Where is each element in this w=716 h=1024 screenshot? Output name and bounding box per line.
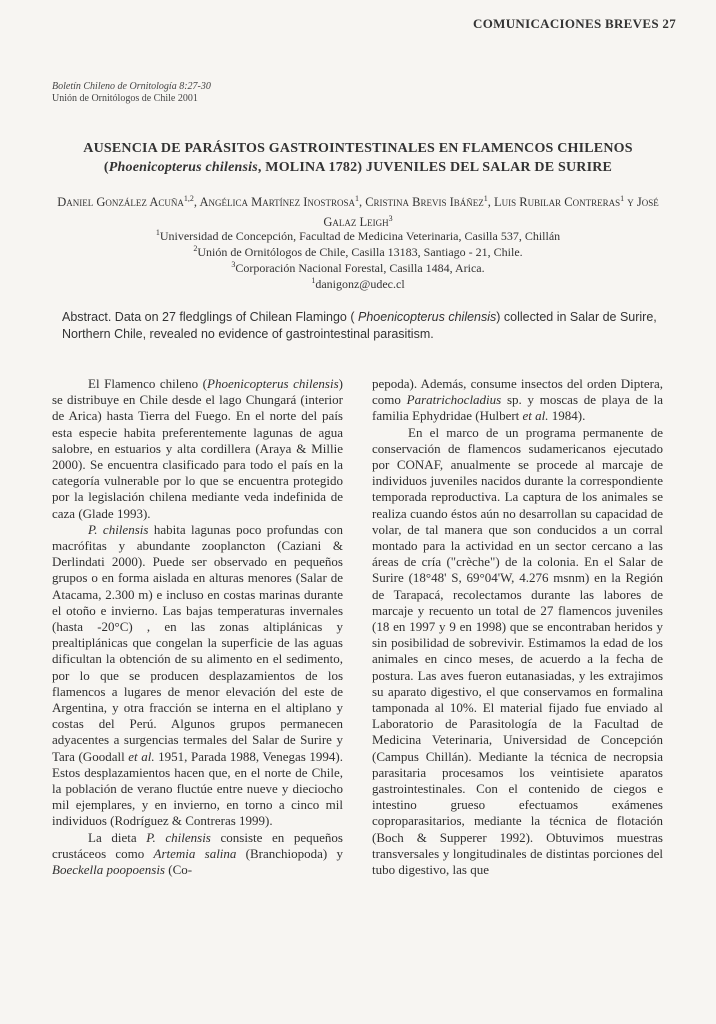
affiliations bbox=[40, 228, 676, 292]
abstract-text-1: Abstract. Data on 27 fledglings of Chilean Flamingo ( bbox=[62, 310, 358, 324]
text-run: El Flamenco chileno ( bbox=[88, 376, 208, 391]
affiliation-2 bbox=[40, 244, 676, 260]
author-4: Luis Rubilar Contreras bbox=[494, 195, 621, 209]
journal-line-2: Unión de Ornitólogos de Chile 2001 bbox=[52, 93, 198, 104]
text-run: habita lagunas poco profundas con macrófitas y abundante zooplancton (Caziani & Derlindati 2000). Puede ser observado en pequeños grupos o en forma aislada en alturas menores (Salar de Atacama, 2.300 m) e incluso en costas marinas durante el otoño e invierno. Las bajas temperaturas invernales (hasta -20°C) , en las zonas altiplánicas y prealtiplánicas que congelan la superficie de las aguas dificultan la obtención de su alimento en el sedimento, por lo que se producen desplazamientos de los flamencos a lugares de menor elevación del este de Argentina, y otra fracción se interna en el altiplano y costas del Perú. Algunos grupos permanecen adyacentes a surgencias termales del Salar de Surire y Tara (Goodall bbox=[52, 521, 343, 764]
text-run: ) se distribuye en Chile desde el lago Chungará (interior de Arica) hasta Tierra del Fuego. En el norte del país esta especie habita preferentemente lagunas de agua salobre, en estuarios y alta cordillera (Araya & Millie 2000). Se encuentra clasificado para todo el país en la categoría vulnerable por lo que se encuentra protegido por la legislación chilena mediante veda indefinida de caza (Glade 1993). bbox=[52, 376, 343, 521]
author-3: Cristina Brevis Ibáñez bbox=[365, 195, 484, 209]
text-run: consiste en pequeños crustáceos como bbox=[52, 829, 343, 861]
author-3-sup: 1 bbox=[483, 193, 488, 203]
contact-email-text: danigonz@udec.cl bbox=[315, 277, 405, 291]
paragraph: En el marco de un programa permanente de conservación de flamencos sudamericanos ejecutado por CONAF, anualmente se procede al marcaje de individuos juveniles nacidos durante la correspondiente temporada reproductiva. La captura de los animales se realiza cuando éstos aún no desarrollan su capacidad de volar, de tal manera que son conducidos a un corral montado para la actividad en un sector cercano a las áreas de cría ("crèche") de la colonia. En el Salar de Surire (18°48' S, 69°04'W, 4.276 msnm) en la Región de Tarapacá, recolectamos durante las labores de marcaje y recuento un total de 27 flamencos juveniles (18 en 1997 y 9 en 1998) que se encontraban heridos y sin posibilidad de sobrevivir. Estimamos la edad de los animales en cinco meses, de acuerdo a la fecha de postura. Las aves fueron eutanasiadas, y les extrajimos su aparato digestivo, el que conservamos en formalina tamponada al 10%. El material fijado fue enviado al Laboratorio de Parasitología de la Facultad de Medicina Veterinaria, Universidad de Concepción (Campus Chillán). Mediante la técnica de necropsia parasitaria procesamos los veintisiete aparatos gastrointestinales. Con el contenido de ciegos e intestino grueso efectuamos exámenes coproparasitarios, mediante la técnica de flotación (Boch & Supperer 1992). Obtuvimos muestras transversales y longitudinales de distintas porciones del tubo digestivo, las que bbox=[372, 424, 663, 878]
body-column-right bbox=[372, 376, 663, 878]
affiliation-1-sup: 1 bbox=[155, 228, 160, 237]
author-1: Daniel González Acuña bbox=[57, 195, 184, 209]
text-run: sp. y moscas de playa de la familia Ephydridae (Hulbert bbox=[372, 392, 664, 424]
journal-citation bbox=[52, 81, 211, 105]
article-title bbox=[40, 139, 676, 177]
text-run: (Co- bbox=[165, 862, 193, 878]
title-line-2-rest: , MOLINA 1782) JUVENILES DEL SALAR DE SURIRE bbox=[257, 160, 613, 175]
title-line-1: AUSENCIA DE PARÁSITOS GASTROINTESTINALES EN FLAMENCOS CHILENOS bbox=[83, 141, 633, 156]
affiliation-1 bbox=[40, 228, 676, 244]
affiliation-2-sup: 2 bbox=[193, 244, 198, 253]
species-name: P. chilensis bbox=[146, 829, 211, 845]
author-5: José Galaz Leigh bbox=[323, 195, 659, 229]
title-species: Phoenicopterus chilensis bbox=[108, 160, 258, 175]
affiliation-3 bbox=[40, 260, 676, 276]
author-1-sup: 1,2 bbox=[183, 193, 194, 203]
running-head: COMUNICACIONES BREVES 27 bbox=[473, 16, 676, 31]
text-run: 1951, Parada 1988, Venegas 1994). Estos desplazamientos hacen que, en el norte de Chile, la población de verano fluctúe entre nueve y dieciocho mil ejemplares, y en invierno, en torno a cinco mil individuos (Rodríguez & Contreras 1999). bbox=[52, 748, 343, 829]
et-al: et al. bbox=[128, 748, 155, 764]
author-4-sup: 1 bbox=[620, 193, 625, 203]
contact-email-sup: 1 bbox=[311, 276, 316, 285]
text-run: 1984). bbox=[548, 408, 586, 424]
affiliation-3-sup: 3 bbox=[231, 260, 236, 269]
paragraph bbox=[372, 376, 663, 425]
paragraph bbox=[52, 376, 343, 522]
text-run: pepoda). Además, consume insectos del orden Diptera, como bbox=[372, 376, 663, 408]
abstract-text-2: ) collected in Salar de Surire, Northern Chile, revealed no evidence of gastrointestinal parasitism. bbox=[62, 310, 657, 341]
author-2-sup: 1 bbox=[354, 193, 359, 203]
journal-line-1: Boletín Chileno de Ornitología 8:27-30 bbox=[52, 81, 211, 92]
affiliation-2-text: Unión de Ornitólogos de Chile, Casilla 13183, Santiago - 21, Chile. bbox=[197, 245, 523, 259]
author-list: Daniel González Acuña$^{1,2}$, Angélica Martínez Inostrosa$^1$, Cristina Brevis Ibáñez$^1$, Luis Rubilar Contreras$^1$ y José Galaz Leigh$^3$ bbox=[57, 193, 659, 229]
contact-email bbox=[40, 276, 676, 292]
paragraph bbox=[52, 522, 343, 830]
author-2: Angélica Martínez Inostrosa bbox=[199, 195, 355, 209]
title-line-2 bbox=[40, 158, 676, 177]
species-name: Boeckella poopoensis bbox=[52, 862, 165, 878]
paragraph bbox=[52, 830, 343, 879]
body-column-left bbox=[52, 376, 343, 878]
et-al: et al. bbox=[522, 408, 549, 424]
text-run: (Branchiopoda) y bbox=[236, 845, 343, 861]
species-name: Phoenicopterus chilensis bbox=[207, 376, 339, 391]
affiliation-3-text: Corporación Nacional Forestal, Casilla 1484, Arica. bbox=[235, 261, 485, 275]
species-name: Paratrichocladius bbox=[406, 392, 502, 408]
author-conjunction: y bbox=[627, 195, 634, 209]
abstract bbox=[62, 309, 666, 343]
abstract-species: Phoenicopterus chilensis bbox=[358, 310, 497, 324]
affiliation-1-text: Universidad de Concepción, Facultad de Medicina Veterinaria, Casilla 537, Chillán bbox=[159, 229, 561, 243]
species-name: P. chilensis bbox=[88, 521, 149, 537]
title-paren: ( bbox=[103, 160, 109, 175]
text-run: La dieta bbox=[88, 829, 147, 845]
species-name: Artemia salina bbox=[153, 845, 237, 861]
author-5-sup: 3 bbox=[388, 213, 393, 223]
